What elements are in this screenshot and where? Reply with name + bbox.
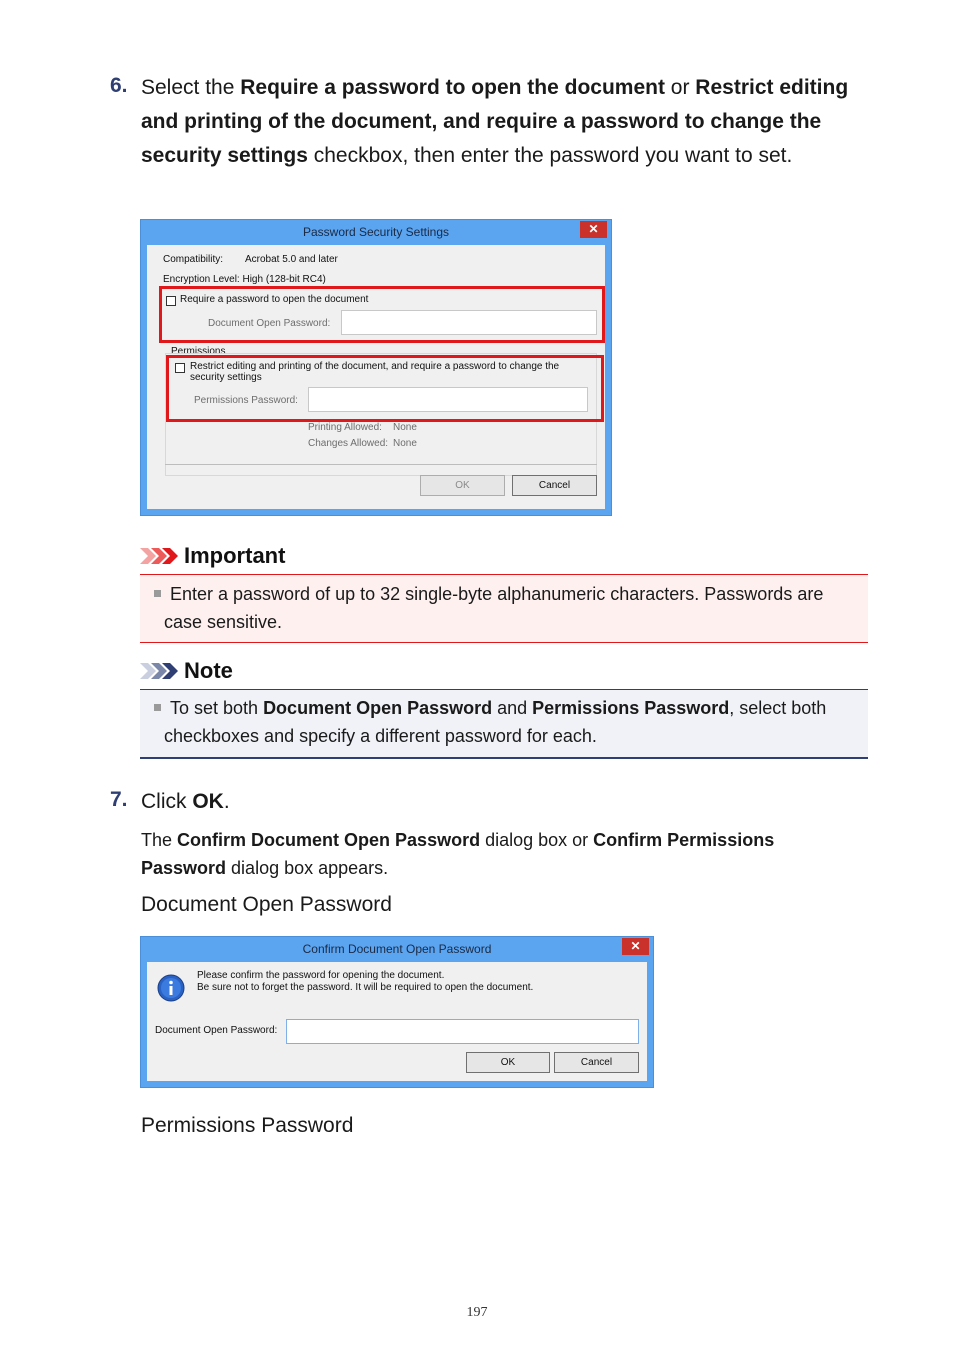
encryption-level: Encryption Level: High (128-bit RC4) [163, 274, 326, 285]
step-number-7: 7. [110, 788, 128, 811]
cancel-button[interactable]: Cancel [512, 475, 597, 496]
heading-document-open-password: Document Open Password [141, 893, 392, 916]
step-number-6: 6. [110, 74, 128, 97]
close-icon[interactable]: ✕ [622, 938, 649, 955]
note-text: To set both Document Open Password and Permissions Password, select both checkboxes and specify a different password for each. [164, 694, 854, 750]
ok-button[interactable]: OK [466, 1052, 550, 1073]
confirm-password-input[interactable] [286, 1019, 639, 1044]
permissions-heading: Permissions [171, 346, 226, 357]
printing-allowed-label: Printing Allowed: [308, 422, 382, 433]
restrict-editing-label-line1: Restrict editing and printing of the document, and require a password to change the [190, 361, 560, 372]
note-title: Note [184, 658, 233, 683]
important-chevrons-icon [140, 545, 184, 567]
important-box [140, 574, 868, 643]
changes-allowed-label: Changes Allowed: [308, 438, 389, 449]
bullet-icon [154, 590, 161, 597]
close-icon[interactable]: ✕ [580, 221, 607, 238]
dialog-client [147, 962, 647, 1081]
important-text: Enter a password of up to 32 single-byte alphanumeric characters. Passwords are case sensitive. [164, 580, 844, 636]
highlight-open-password [159, 286, 605, 343]
restrict-editing-label-line2: security settings [190, 372, 262, 383]
bullet-icon [154, 704, 161, 711]
dialog-title: Password Security Settings [302, 225, 450, 239]
ok-button[interactable]: OK [420, 475, 505, 496]
step6-instruction: Select the Require a password to open the document or Restrict editing and printing of the document, and require a password to change the security settings checkbox, then enter the password you want to set. [141, 76, 849, 167]
confirm-message-line2: Be sure not to forget the password. It will be required to open the document. [197, 982, 534, 993]
important-title: Important [184, 543, 286, 568]
note-box [140, 689, 868, 759]
confirm-message-line1: Please confirm the password for opening the document. [197, 970, 445, 981]
compatibility-label: Compatibility: [163, 254, 224, 265]
compatibility-value: Acrobat 5.0 and later [245, 254, 338, 265]
cancel-button[interactable]: Cancel [554, 1052, 639, 1073]
page-number: 197 [466, 1305, 488, 1320]
highlight-permissions-password [166, 355, 604, 422]
dialog-title: Confirm Document Open Password [302, 942, 492, 956]
require-open-password-label: Require a password to open the document [180, 294, 369, 305]
confirm-password-label: Document Open Password: [155, 1025, 278, 1036]
step7-instruction: Click OK. [141, 790, 230, 813]
divider [165, 464, 597, 465]
permissions-password-label: Permissions Password: [194, 395, 298, 406]
step7-description: The Confirm Document Open Password dialog box or Confirm Permissions Password dialog box appears. [141, 830, 775, 878]
info-icon [157, 974, 185, 1002]
heading-permissions-password: Permissions Password [141, 1114, 354, 1137]
printing-allowed-value: None [393, 422, 417, 433]
changes-allowed-value: None [393, 438, 417, 449]
document-open-password-label: Document Open Password: [208, 318, 331, 329]
note-chevrons-icon [140, 660, 184, 682]
confirm-open-password-dialog [140, 936, 654, 1088]
